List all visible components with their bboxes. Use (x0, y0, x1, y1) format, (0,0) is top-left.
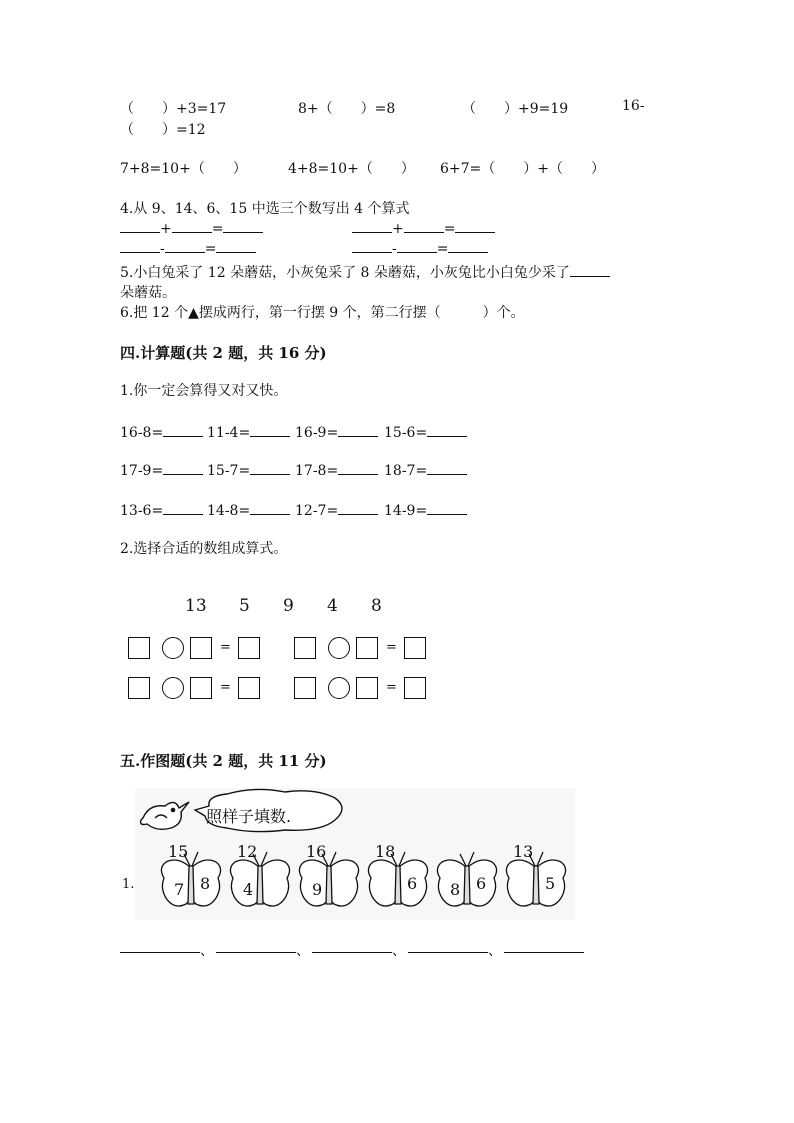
equals: = (443, 221, 456, 237)
blank[interactable] (404, 218, 444, 233)
answer-box[interactable] (404, 677, 426, 699)
calc-item (207, 500, 290, 519)
answer-blank-3[interactable] (312, 951, 392, 953)
butterfly-6 (503, 842, 569, 916)
butterfly-icon (434, 846, 500, 916)
calc-item (207, 422, 290, 441)
equals: = (436, 241, 449, 257)
blank[interactable] (352, 218, 392, 233)
answer-blank-4[interactable] (408, 951, 488, 953)
q3-row2-a: 7+8=10+（ ） (120, 161, 247, 177)
answer-box[interactable] (294, 637, 316, 659)
q3-row1-a: （ ）+3=17 (120, 101, 227, 117)
answer-box[interactable] (190, 637, 212, 659)
section5-title: 五.作图题(共 2 题，共 11 分) (120, 752, 327, 770)
equals-sign: = (220, 640, 231, 655)
calc-item (384, 460, 467, 479)
answer-box[interactable] (356, 677, 378, 699)
answer-blank-1[interactable] (120, 951, 200, 953)
blank[interactable] (165, 238, 205, 253)
calc-expression: 14-8= (207, 503, 251, 519)
separator: 、 (392, 943, 406, 959)
calc-item (120, 460, 203, 479)
blank[interactable] (448, 238, 488, 253)
butterfly-left-number: 4 (243, 880, 254, 899)
q3-row1-cont: （ ）=12 (120, 122, 206, 138)
answer-box[interactable] (128, 677, 150, 699)
bubble-text: 照样子填数. (206, 807, 292, 826)
section4-q2: 2.选择合适的数组成算式。 (120, 541, 288, 557)
separator: 、 (200, 943, 214, 959)
calc-expression: 15-7= (207, 463, 251, 479)
calc-item (384, 500, 467, 519)
butterfly-left-number: 8 (450, 880, 461, 899)
operator-circle[interactable] (328, 677, 350, 699)
q5-text2: 朵蘑菇。 (120, 285, 176, 301)
calc-item (207, 460, 290, 479)
section4-q1: 1.你一定会算得又对又快。 (120, 383, 288, 399)
equals-sign: = (220, 680, 231, 695)
calc-answer-blank[interactable] (163, 460, 203, 475)
calc-item (295, 500, 378, 519)
calc-item (120, 500, 203, 519)
operator-circle[interactable] (162, 677, 184, 699)
butterfly-right-number: 5 (545, 874, 556, 893)
calc-answer-blank[interactable] (427, 460, 467, 475)
blank[interactable] (455, 218, 495, 233)
butterfly-top-number: 13 (513, 842, 534, 861)
calc-expression: 16-9= (295, 425, 339, 441)
q4-text: 4.从 9、14、6、15 中选三个数写出 4 个算式 (120, 201, 410, 217)
answer-blank-2[interactable] (216, 951, 296, 953)
calc-expression: 12-7= (295, 503, 339, 519)
item-label: 1. (122, 877, 135, 892)
q4-eq4 (352, 238, 488, 257)
blank[interactable] (223, 218, 263, 233)
calc-expression: 13-6= (120, 503, 164, 519)
plus: + (160, 221, 172, 237)
q4-eq3 (120, 238, 256, 257)
q6-text: 6.把 12 个▲摆成两行，第一行摆 9 个，第二行摆（ ）个。 (120, 305, 525, 321)
butterfly-right-number: 6 (476, 874, 487, 893)
equals: = (211, 221, 224, 237)
butterfly-5 (434, 846, 500, 916)
calc-answer-blank[interactable] (163, 500, 203, 515)
answer-box[interactable] (190, 677, 212, 699)
butterfly-top-number: 15 (168, 842, 189, 861)
calc-answer-blank[interactable] (163, 422, 203, 437)
equals-sign: = (386, 640, 397, 655)
q4-eq1 (120, 218, 263, 237)
equals-sign: = (386, 680, 397, 695)
q5-text1: 5.小白兔采了 12 朵蘑菇，小灰兔采了 8 朵蘑菇，小灰兔比小白兔少采了 (120, 265, 570, 281)
butterfly-right-number: 8 (200, 874, 211, 893)
num-9: 9 (283, 596, 294, 616)
answer-box[interactable] (404, 637, 426, 659)
q5-line1 (120, 262, 610, 282)
calc-answer-blank[interactable] (427, 422, 467, 437)
q4-eq2 (352, 218, 495, 237)
butterfly-top-number: 18 (375, 842, 396, 861)
calc-answer-blank[interactable] (250, 422, 290, 437)
calc-answer-blank[interactable] (338, 500, 378, 515)
butterfly-right-number: 6 (407, 874, 418, 893)
butterfly-1 (158, 842, 224, 916)
calc-expression: 14-9= (384, 503, 428, 519)
calc-answer-blank[interactable] (338, 460, 378, 475)
blank[interactable] (120, 218, 160, 233)
separator: 、 (488, 943, 502, 959)
calc-expression: 17-8= (295, 463, 339, 479)
calc-expression: 11-4= (207, 425, 251, 441)
section4-title: 四.计算题(共 2 题，共 16 分) (120, 344, 327, 362)
minus: - (160, 241, 165, 257)
butterfly-3 (296, 842, 362, 916)
calc-answer-blank[interactable] (250, 460, 290, 475)
q3-row1-c: （ ）+9=19 (462, 101, 569, 117)
answer-blank-5[interactable] (504, 951, 584, 953)
operator-circle[interactable] (328, 637, 350, 659)
num-5: 5 (239, 596, 250, 616)
answer-box[interactable] (128, 637, 150, 659)
answer-box[interactable] (294, 677, 316, 699)
blank[interactable] (172, 218, 212, 233)
calc-expression: 17-9= (120, 463, 164, 479)
plus: + (392, 221, 404, 237)
equals: = (204, 241, 217, 257)
operator-circle[interactable] (162, 637, 184, 659)
q3-row2-b: 4+8=10+（ ） (288, 161, 415, 177)
answer-box[interactable] (238, 677, 260, 699)
calc-expression: 16-8= (120, 425, 164, 441)
separator: 、 (296, 943, 310, 959)
q5-blank[interactable] (570, 262, 610, 277)
butterfly-2 (227, 842, 293, 916)
blank[interactable] (120, 238, 160, 253)
q3-row2-c: 6+7=（ ）+（ ） (440, 161, 606, 177)
calc-answer-blank[interactable] (250, 500, 290, 515)
q3-row1-b: 8+（ ）=8 (298, 101, 396, 117)
butterfly-top-number: 12 (237, 842, 258, 861)
calc-expression: 18-7= (384, 463, 428, 479)
num-13: 13 (185, 596, 207, 616)
calc-item (295, 422, 378, 441)
minus: - (392, 241, 397, 257)
blank[interactable] (216, 238, 256, 253)
calc-item (295, 460, 378, 479)
answer-box[interactable] (238, 637, 260, 659)
blank[interactable] (397, 238, 437, 253)
q3-row1-d: 16- (622, 98, 645, 114)
calc-expression: 15-6= (384, 425, 428, 441)
num-8: 8 (371, 596, 382, 616)
butterfly-top-number: 16 (306, 842, 327, 861)
calc-answer-blank[interactable] (427, 500, 467, 515)
answer-box[interactable] (356, 637, 378, 659)
butterfly-left-number: 9 (312, 880, 323, 899)
calc-answer-blank[interactable] (338, 422, 378, 437)
num-4: 4 (327, 596, 338, 616)
blank[interactable] (352, 238, 392, 253)
calc-item (120, 422, 203, 441)
butterfly-4 (365, 842, 431, 916)
calc-item (384, 422, 467, 441)
butterfly-left-number: 7 (174, 880, 185, 899)
